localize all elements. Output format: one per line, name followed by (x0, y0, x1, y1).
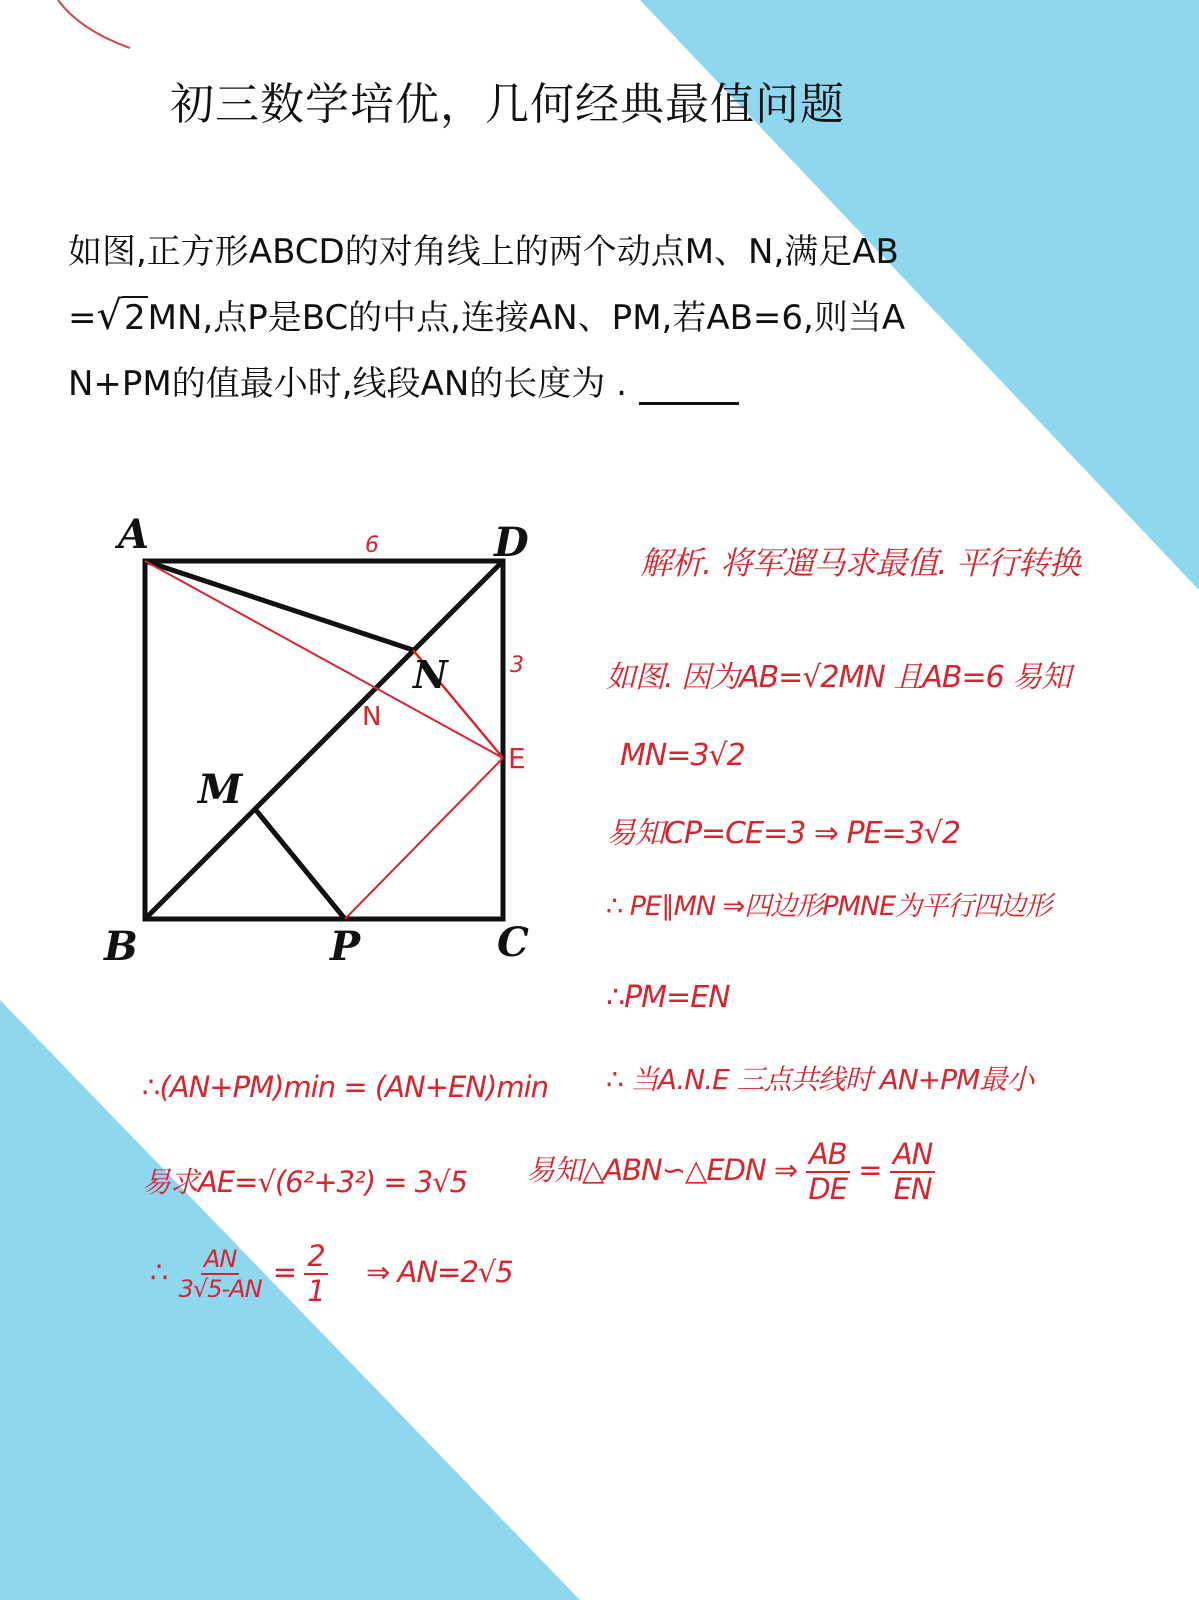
similar-triangles-text: 易知△ABN∽△EDN ⇒ (526, 1153, 798, 1187)
fraction-de: DE (808, 1172, 848, 1206)
answer-dot: . (616, 364, 627, 404)
segment-pe-red (345, 758, 503, 919)
fraction-2-1 (304, 1239, 327, 1308)
solution-line-7: ∴ 当A.N.E 三点共线时 AN+PM最小 (606, 1063, 1034, 1096)
fraction-1: 1 (307, 1274, 325, 1308)
problem-line-2-prefix: = (68, 298, 97, 338)
fraction-an-top: AN (201, 1247, 239, 1275)
fraction-2: 2 (304, 1242, 327, 1275)
label-n-red: N (362, 702, 382, 732)
label-c: C (497, 919, 529, 966)
solution-line-1: 解析. 将军遛马求最值. 平行转换 (640, 544, 1080, 582)
label-e: E (508, 742, 526, 775)
problem-line-3-text: N+PM的值最小时,线段AN的长度为 (68, 364, 606, 404)
final-answer: ⇒ AN=2√5 (365, 1255, 513, 1289)
label-side-6: 6 (365, 533, 379, 558)
fraction-ab-de (805, 1137, 850, 1206)
label-a: A (118, 511, 150, 558)
fraction-an-en (890, 1137, 936, 1206)
solution-line-6: ∴PM=EN (606, 980, 730, 1015)
solution-line-8: ∴(AN+PM)min = (AN+EN)min (142, 1070, 549, 1104)
problem-line-2-rest: MN,点P是BC的中点,连接AN、PM,若AB=6,则当A (147, 298, 906, 338)
segment-ae-red (145, 561, 503, 758)
solution-line-5: ∴ PE∥MN ⇒四边形PMNE为平行四边形 (606, 891, 1052, 922)
solution-line-10 (526, 1137, 935, 1206)
therefore-sign: ∴ (150, 1255, 168, 1289)
equals-sign: = (858, 1153, 882, 1187)
diagonal-bd (145, 561, 503, 919)
solution-line-11 (150, 1239, 513, 1308)
page-title: 初三数学培优，几何经典最值问题 (170, 79, 845, 130)
label-side-3: 3 (510, 653, 524, 678)
segment-mp (255, 809, 345, 919)
equals-sign-2: = (272, 1255, 297, 1289)
solution-line-9: 易求AE=√(6²+3²) = 3√5 (142, 1165, 468, 1199)
solution-line-4: 易知CP=CE=3 ⇒ PE=3√2 (606, 816, 960, 851)
fraction-en: EN (893, 1172, 932, 1206)
label-p: P (330, 923, 361, 970)
label-m: M (198, 766, 243, 813)
radicand: 2 (124, 298, 146, 338)
fraction-diff-bottom: 3√5-AN (178, 1275, 262, 1303)
fraction-an-over-diff (176, 1247, 265, 1301)
radical-sign: √ (96, 293, 122, 339)
segment-an-black (145, 561, 413, 650)
fraction-an: AN (890, 1140, 936, 1173)
fraction-ab: AB (806, 1140, 850, 1173)
label-d: D (494, 519, 529, 566)
problem-line-1: 如图,正方形ABCD的对角线上的两个动点M、N,满足AB (68, 232, 899, 272)
solution-line-3: MN=3√2 (620, 738, 745, 773)
label-n: N (413, 652, 448, 697)
solution-line-2: 如图. 因为AB=√2MN 且AB=6 易知 (606, 660, 1071, 695)
label-b: B (104, 923, 138, 970)
